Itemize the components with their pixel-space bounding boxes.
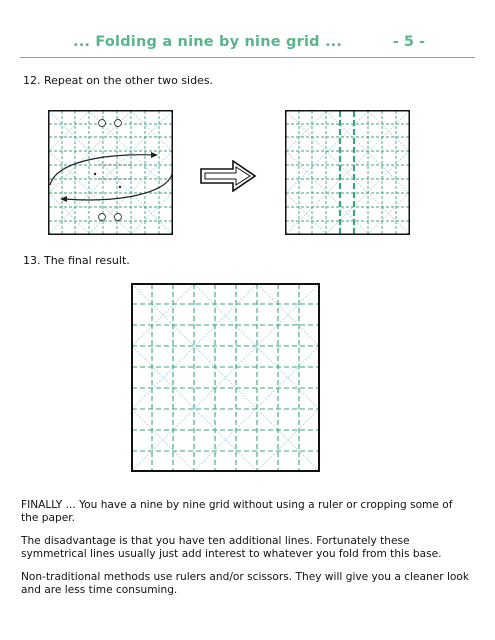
step-13-text: 13. The final result. [23,254,130,267]
step-12-after-diagram [285,110,410,235]
final-result-diagram [131,283,320,472]
page-header [20,27,475,58]
non-traditional-paragraph: Non-traditional methods use rulers and/or scissors. They will give you a cleaner look and are less time consuming. [21,571,470,596]
finally-paragraph: FINALLY ... You have a nine by nine grid without using a ruler or cropping some of the paper. [21,499,453,524]
disadvantage-paragraph: The disadvantage is that you have ten additional lines. Fortunately these symmetrical lines usually just add interest to whatever you fold from this base. [21,535,442,560]
document-title: ... Folding a nine by nine grid ... [73,34,343,50]
step-12-text: 12. Repeat on the other two sides. [23,74,214,87]
page-number: - 5 - [392,34,425,50]
step-12-before-diagram [48,110,173,235]
transition-arrow-icon [200,160,258,192]
